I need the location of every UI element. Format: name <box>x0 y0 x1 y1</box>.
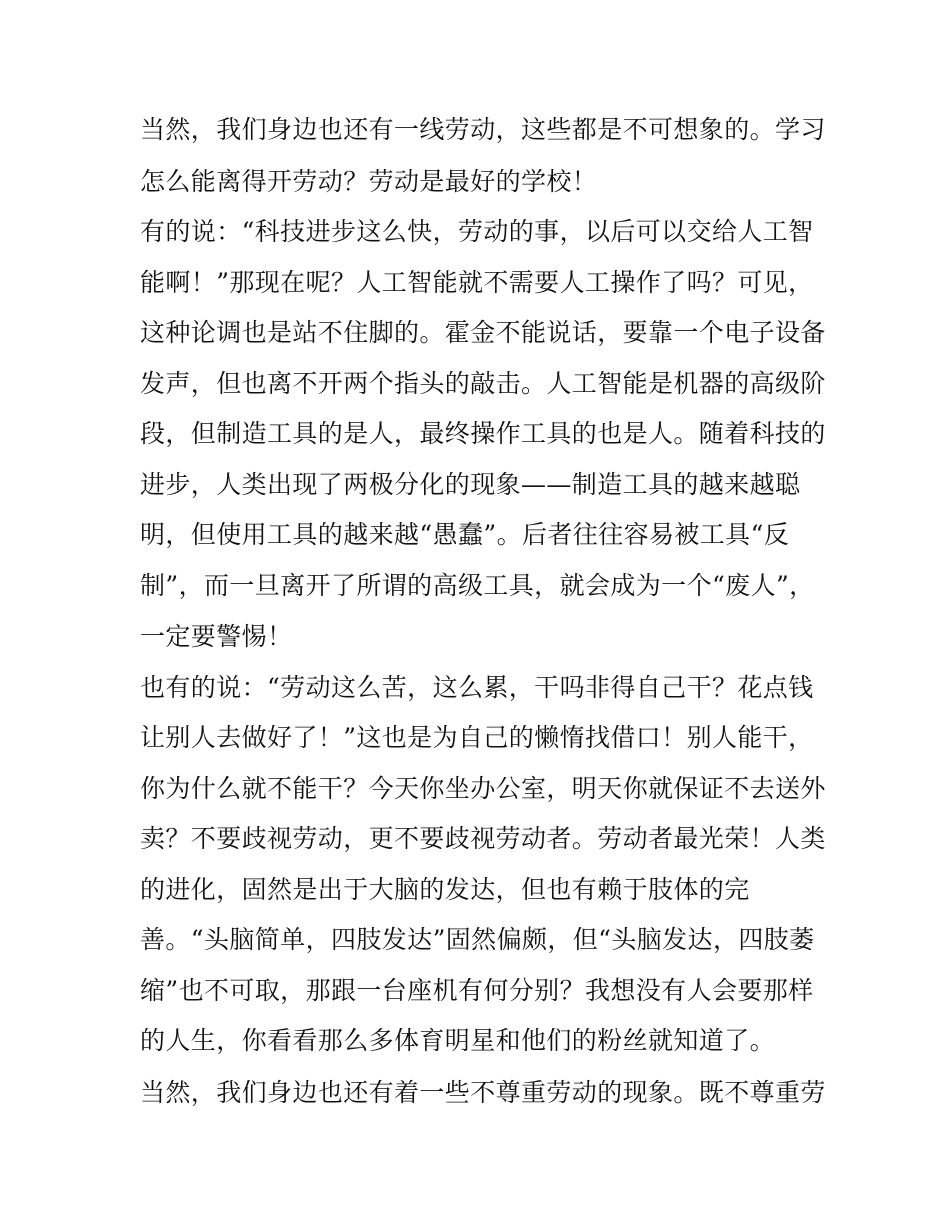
body-text-line: 怎么能离得开劳动？劳动是最好的学校！ <box>140 167 598 196</box>
body-text-line: 你为什么就不能干？今天你坐办公室，明天你就保证不去送外 <box>140 774 826 803</box>
body-text-line: 这种论调也是站不住脚的。霍金不能说话，要靠一个电子设备 <box>140 318 826 347</box>
body-text-line: 也有的说：“劳动这么苦，这么累，干吗非得自己干？花点钱 <box>140 673 814 702</box>
body-text-line: 制”，而一旦离开了所谓的高级工具，就会成为一个“废人”， <box>140 571 815 600</box>
body-text-line: 进步，人类出现了两极分化的现象——制造工具的越来越聪 <box>140 470 801 499</box>
body-text-line: 当然，我们身边也还有着一些不尊重劳动的现象。既不尊重劳 <box>140 1078 826 1107</box>
body-text-line: 一定要警惕！ <box>140 622 293 651</box>
body-text-line: 当然，我们身边也还有一线劳动，这些都是不可想象的。学习 <box>140 115 826 144</box>
body-text-line: 发声，但也离不开两个指头的敲击。人工智能是机器的高级阶 <box>140 369 826 398</box>
body-text-line: 的进化，固然是出于大脑的发达，但也有赖于肢体的完 <box>140 875 750 904</box>
body-text-line: 有的说：“科技进步这么快，劳动的事，以后可以交给人工智 <box>140 217 814 246</box>
body-text-line: 的人生，你看看那么多体育明星和他们的粉丝就知道了。 <box>140 1026 776 1055</box>
body-text-line: 能啊！”那现在呢？人工智能就不需要人工操作了吗？可见， <box>140 268 814 297</box>
body-text-line: 卖？不要歧视劳动，更不要歧视劳动者。劳动者最光荣！人类 <box>140 824 826 853</box>
body-text-line: 明，但使用工具的越来越“愚蠢”。后者往往容易被工具“反 <box>140 520 790 549</box>
body-text-line: 缩”也不可取，那跟一台座机有何分别？我想没有人会要那样 <box>140 976 814 1005</box>
body-text-line: 让别人去做好了！”这也是为自己的懒惰找借口！别人能干， <box>140 723 814 752</box>
body-text-line: 善。“头脑简单，四肢发达”固然偏颇，但“头脑发达，四肢萎 <box>140 925 815 954</box>
body-text-line: 段，但制造工具的是人，最终操作工具的也是人。随着科技的 <box>140 419 826 448</box>
